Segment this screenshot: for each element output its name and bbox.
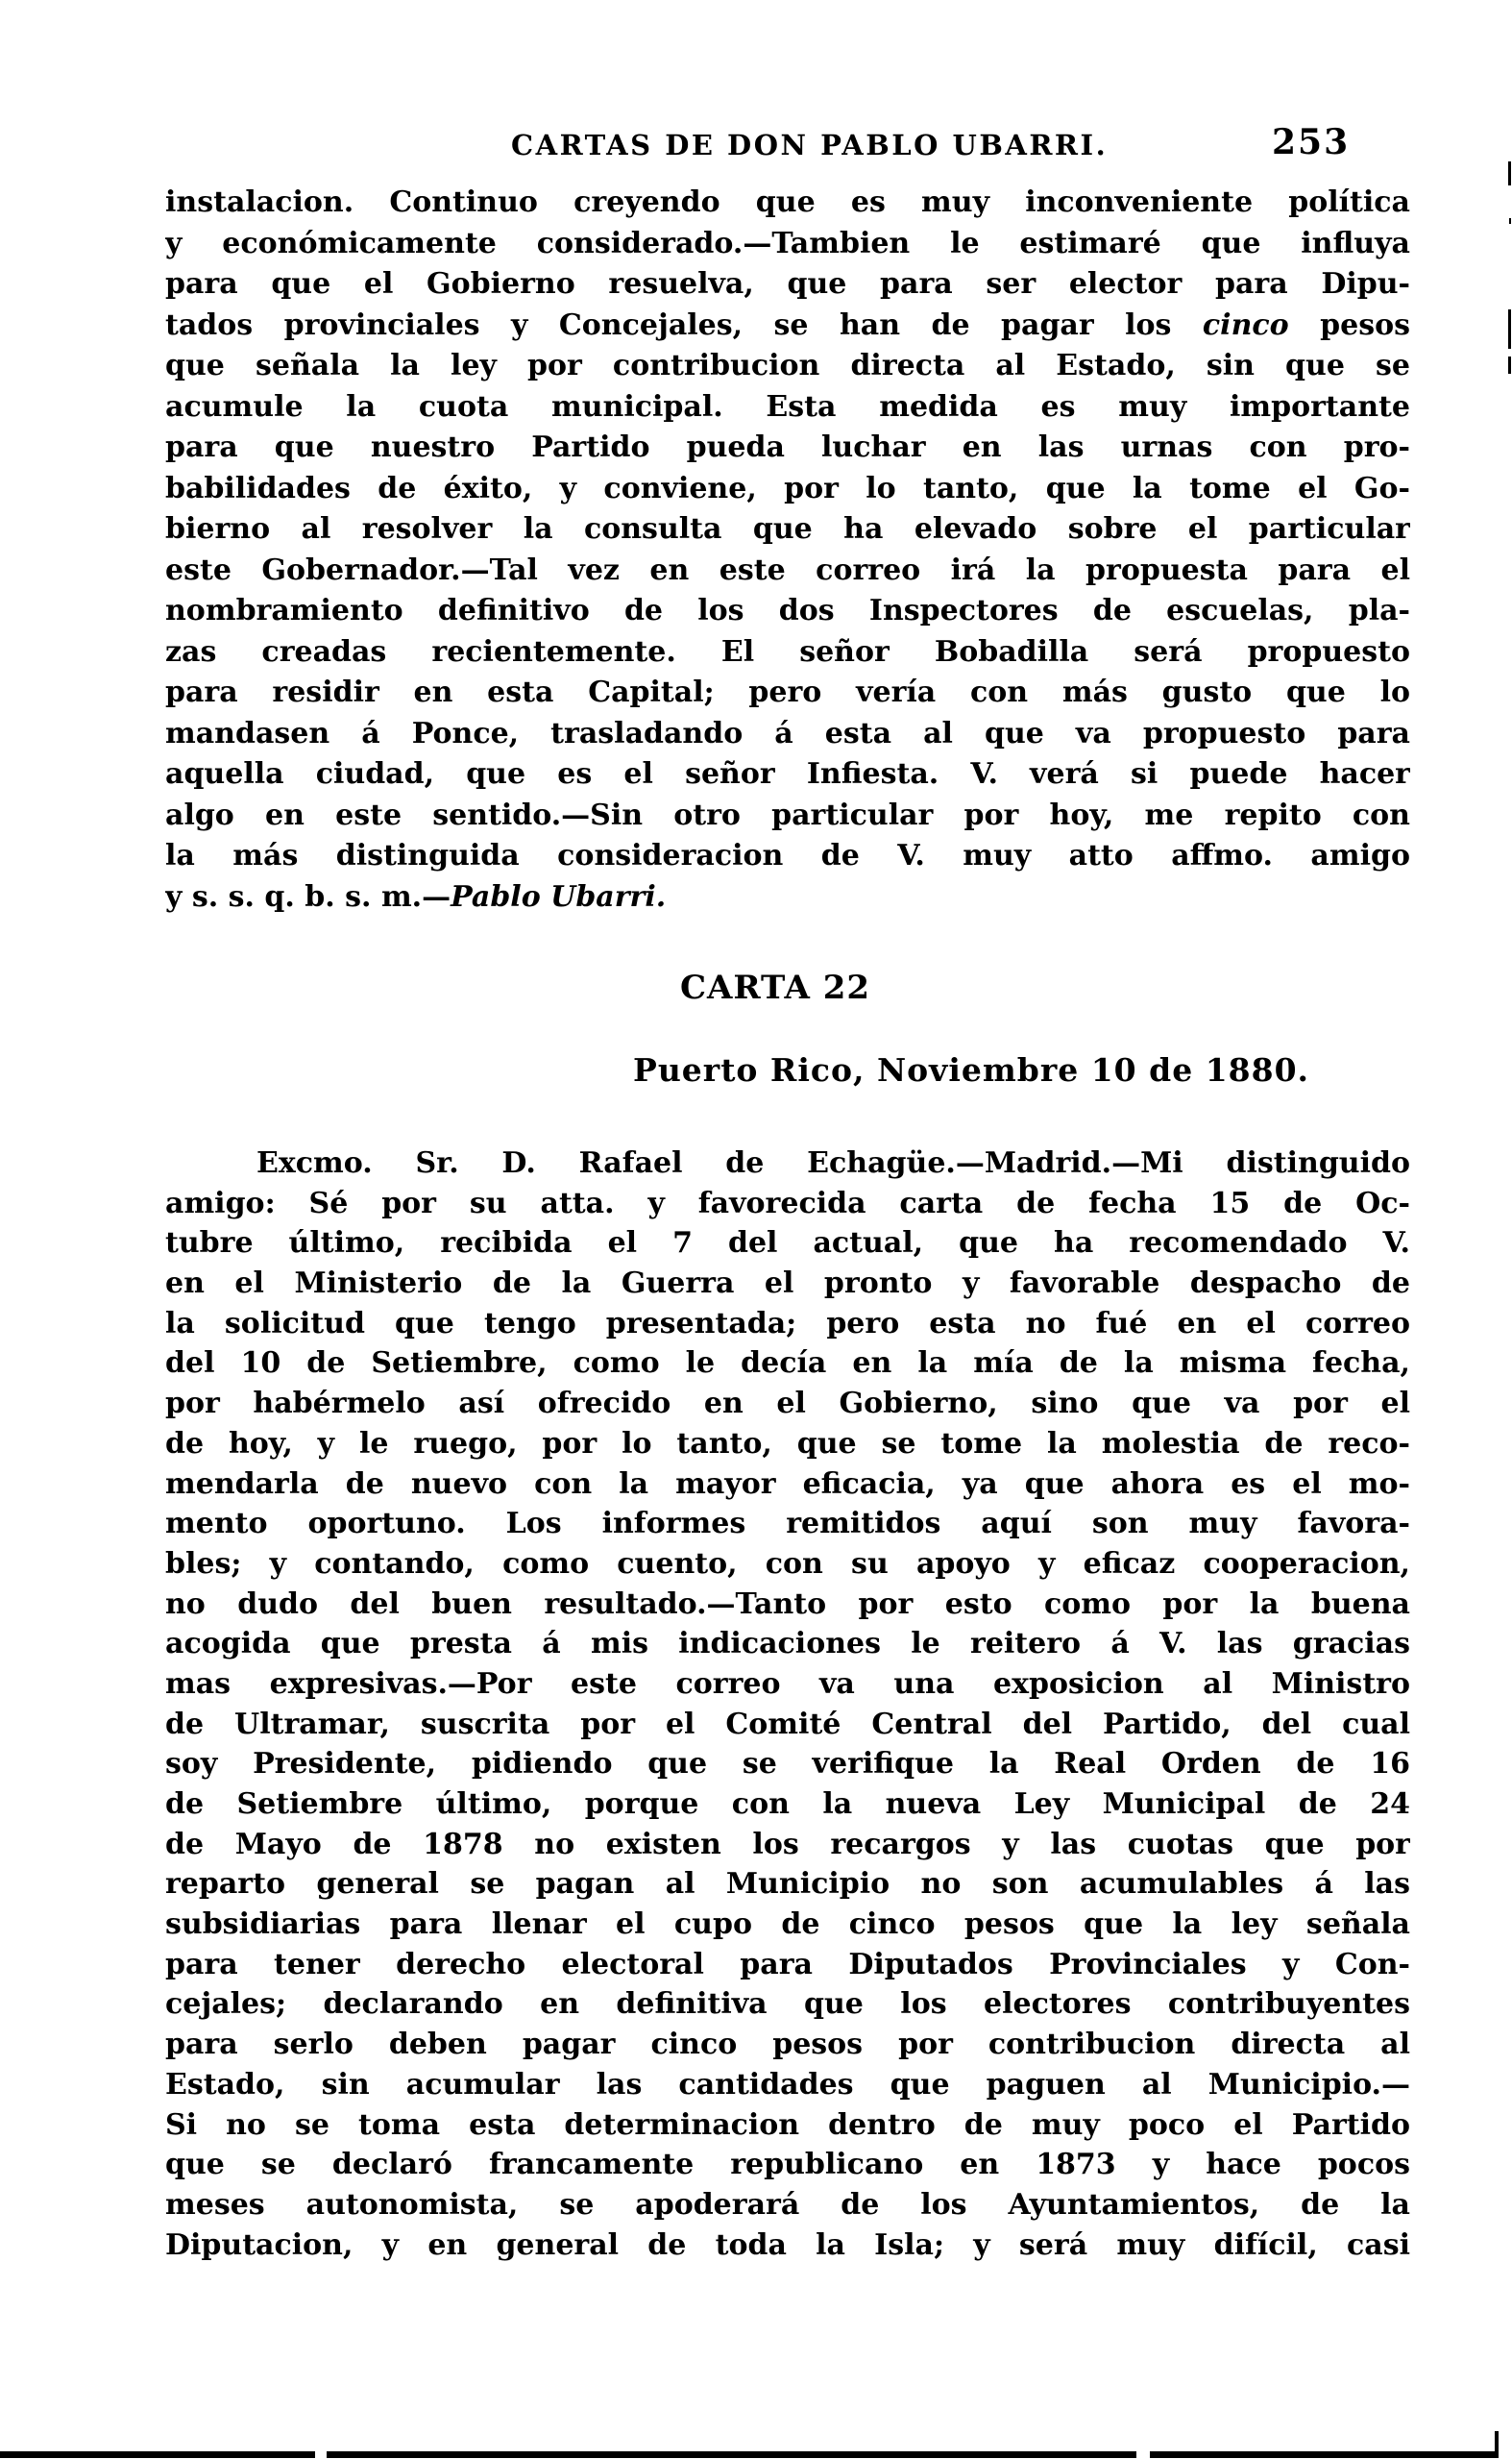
text-line: zas creadas recientemente. El señor Bobadilla será propuesto — [165, 634, 1410, 669]
text-line: del 10 de Setiembre, como le decía en la mía de la misma fecha, — [165, 1346, 1410, 1381]
letter-21-body — [165, 183, 1410, 918]
running-title: CARTAS DE DON PABLO UBARRI. — [511, 129, 1109, 161]
text-line: cejales; declarando en definitiva que los electores contribuyentes — [165, 1987, 1410, 2022]
text-line: mendarla de nuevo con la mayor eficacia, ya que ahora es el mo- — [165, 1466, 1410, 1501]
text-line: algo en este sentido.—Sin otro particular por hoy, me repito con — [165, 798, 1410, 832]
text-line: instalacion. Continuo creyendo que es muy inconveniente política — [165, 185, 1410, 219]
text-line: aquella ciudad, que es el señor Infiesta. V. verá si puede hacer — [165, 757, 1410, 791]
text-line: para tener derecho electoral para Diputados Provinciales y Con- — [165, 1947, 1410, 1981]
text-line: de hoy, y le ruego, por lo tanto, que se tome la molestia de reco- — [165, 1426, 1410, 1461]
scan-artifact-right-edge — [1508, 357, 1511, 374]
text-line: acumule la cuota municipal. Esta medida es muy importante — [165, 389, 1410, 424]
scan-artifact-bottom-bar — [0, 2451, 315, 2458]
text-line: Excmo. Sr. D. Rafael de Echagüe.—Madrid.—Mi distinguido — [256, 1146, 1410, 1180]
text-line: bierno al resolver la consulta que ha elevado sobre el particular — [165, 512, 1410, 546]
text-line: de Setiembre último, porque con la nueva Ley Municipal de 24 — [165, 1787, 1410, 1821]
text-line: mento oportuno. Los informes remitidos aquí son muy favora- — [165, 1507, 1410, 1541]
text-line: tados provinciales y Concejales, se han de pagar los cinco pesos — [165, 307, 1410, 342]
text-line: este Gobernador.—Tal vez en este correo irá la propuesta para el — [165, 553, 1410, 587]
carta-22-heading: CARTA 22 — [679, 969, 871, 1007]
scan-artifact-bottom-bar — [327, 2451, 1136, 2458]
text-line: de Mayo de 1878 no existen los recargos y las cuotas que por — [165, 1827, 1410, 1861]
text-line: mas expresivas.—Por este correo va una exposicion al Ministro — [165, 1666, 1410, 1701]
text-line: para que el Gobierno resuelva, que para ser elector para Dipu- — [165, 267, 1410, 301]
text-line: Estado, sin acumular las cantidades que paguen al Municipio.— — [165, 2067, 1410, 2102]
text-line: para que nuestro Partido pueda luchar en las urnas con pro- — [165, 430, 1410, 464]
text-line: y económicamente considerado.—Tambien le estimaré que influya — [165, 226, 1410, 260]
text-line: que señala la ley por contribucion directa al Estado, sin que se — [165, 349, 1410, 382]
text-line: y s. s. q. b. s. m.—Pablo Ubarri. — [165, 879, 667, 914]
text-line: reparto general se pagan al Municipio no son acumulables á las — [165, 1867, 1410, 1902]
text-line: acogida que presta á mis indicaciones le reitero á V. las gracias — [165, 1627, 1410, 1661]
text-line: subsidiarias para llenar el cupo de cinco pesos que la ley señala — [165, 1907, 1410, 1942]
scan-artifact-bottom-bar — [1150, 2451, 1497, 2458]
text-line: la más distinguida consideracion de V. muy atto affmo. amigo — [165, 839, 1410, 873]
text-line: para residir en esta Capital; pero vería con más gusto que lo — [165, 676, 1410, 709]
text-line: nombramiento definitivo de los dos Inspectores de escuelas, pla- — [165, 594, 1410, 627]
scan-artifact-bottom-bar — [1495, 2431, 1499, 2458]
text-line: que se declaró francamente republicano en 1873 y hace pocos — [165, 2148, 1410, 2182]
scan-artifact-right-edge — [1508, 161, 1511, 185]
text-line: en el Ministerio de la Guerra el pronto y favorable despacho de — [165, 1266, 1410, 1301]
text-line: bles; y contando, como cuento, con su apoyo y eficaz cooperacion, — [165, 1546, 1410, 1581]
page-number: 253 — [1272, 122, 1351, 162]
text-line: Diputacion, y en general de toda la Isla; y será muy difícil, casi — [165, 2227, 1410, 2262]
text-line: por habérmelo así ofrecido en el Gobierno, sino que va por el — [165, 1387, 1410, 1421]
text-line: de Ultramar, suscrita por el Comité Central del Partido, del cual — [165, 1707, 1410, 1741]
text-line: amigo: Sé por su atta. y favorecida carta de fecha 15 de Oc- — [165, 1186, 1410, 1220]
text-line: para serlo deben pagar cinco pesos por contribucion directa al — [165, 2028, 1410, 2062]
scan-artifact-right-edge — [1509, 218, 1511, 224]
text-line: babilidades de éxito, y conviene, por lo tanto, que la tome el Go- — [165, 471, 1410, 505]
text-line: Si no se toma esta determinacion dentro de muy poco el Partido — [165, 2107, 1410, 2142]
text-line: mandasen á Ponce, trasladando á esta al que va propuesto para — [165, 716, 1410, 750]
letter-22-body — [165, 1143, 1410, 2265]
text-line: soy Presidente, pidiendo que se verifique la Real Orden de 16 — [165, 1747, 1410, 1782]
carta-22-dateline: Puerto Rico, Noviembre 10 de 1880. — [633, 1051, 1310, 1089]
text-line: meses autonomista, se apoderará de los Ayuntamientos, de la — [165, 2187, 1410, 2222]
scan-artifact-right-edge — [1508, 309, 1511, 349]
text-line: no dudo del buen resultado.—Tanto por esto como por la buena — [165, 1586, 1410, 1621]
text-line: la solicitud que tengo presentada; pero esta no fué en el correo — [165, 1306, 1410, 1340]
text-line: tubre último, recibida el 7 del actual, que ha recomendado V. — [165, 1226, 1410, 1261]
